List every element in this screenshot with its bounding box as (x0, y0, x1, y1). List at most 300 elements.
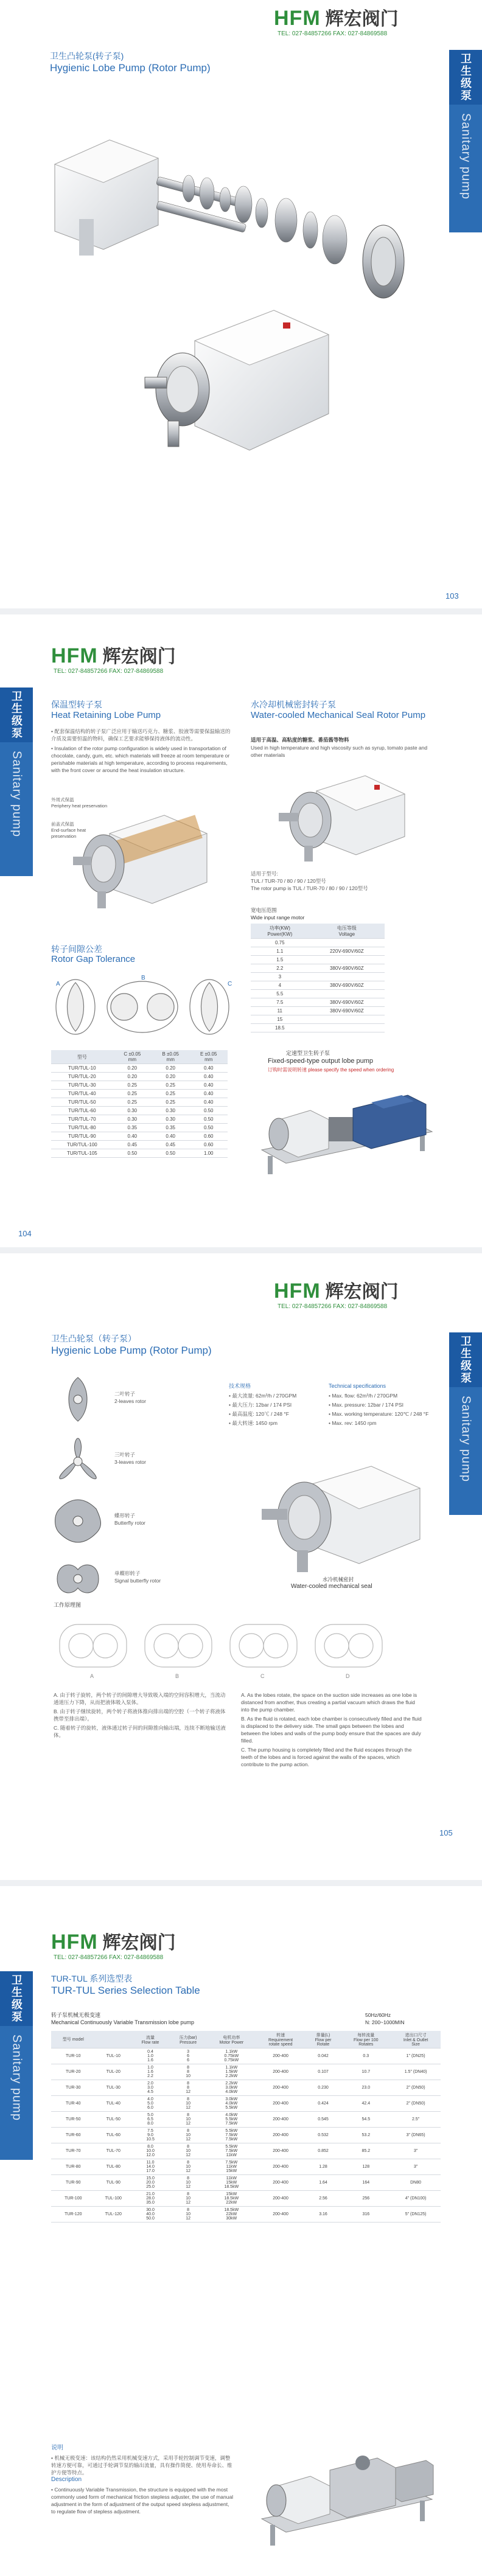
selection-table-row (51, 2191, 441, 2207)
gap-table-cell: 1.00 (189, 1149, 228, 1158)
selection-title-en: TUR-TUL Series Selection Table (51, 1985, 200, 1996)
selection-table-cell: 0.545 (306, 2112, 341, 2128)
catalog-page-103 (0, 0, 482, 608)
front-cover-label: 前盖式保温 End-surface heat preservation (51, 821, 86, 839)
spec-title-en: Technical specifications (329, 1383, 386, 1389)
water-cooled-title-cn: 水冷却机械密封转子泵 (251, 700, 336, 709)
selection-table-cell: 1.5" (DN40) (391, 2064, 441, 2080)
volt-table-row (251, 1024, 385, 1032)
rotor-3-leaves-image (54, 1436, 102, 1485)
gap-table-row (51, 1098, 228, 1107)
gap-table-cell: 0.20 (152, 1064, 190, 1073)
gap-table-cell: TUR/TUL-40 (51, 1090, 113, 1098)
selection-table-cell: 4" (DN100) (391, 2191, 441, 2207)
gap-table-header-cell: B ±0.05 mm (152, 1050, 190, 1064)
gap-table-row (51, 1064, 228, 1073)
selection-table-cell: 1.1kW 1.5kW 2.2kW (207, 2064, 256, 2080)
gap-table-header-cell: 型号 (51, 1050, 113, 1064)
gap-table-cell: 0.30 (152, 1115, 190, 1124)
heat-retaining-pump-image (55, 791, 231, 913)
gap-table-cell: 0.35 (152, 1124, 190, 1132)
selection-table-header-cell: 转速 Requirement rotate speed (256, 2031, 306, 2049)
selection-table-cell: 5.5kW 7.5kW 7.5kW (207, 2128, 256, 2143)
gap-table-cell: 0.50 (113, 1149, 152, 1158)
voltage-title-en: Wide input range motor (251, 914, 305, 921)
catalog-page-105 (0, 1253, 482, 1880)
volt-table-cell: 7.5 (251, 998, 309, 1007)
gap-letter-c: C (228, 981, 232, 987)
volt-table-cell (309, 1015, 385, 1024)
principle-step-en: B. As the fluid is rotated, each lobe chamber is consecutively filled and the fluid is displaced to the delivery side. The small gaps between the lobes and between the lobes and walls of the pump body ensure that the spaces are duly filled. (241, 1716, 422, 1744)
gap-table-cell: 0.50 (189, 1115, 228, 1124)
selection-table-cell: TUR-100 (51, 2191, 96, 2207)
selection-table-cell: 316 (341, 2207, 391, 2223)
selection-table-cell: 30.0 40.0 50.0 (131, 2207, 169, 2223)
volt-table-cell (309, 1024, 385, 1032)
selection-table-cell: 7.5 9.0 10.5 (131, 2128, 169, 2143)
catalog-page-104 (0, 614, 482, 1247)
volt-table-row (251, 947, 385, 956)
selection-table-cell: 1.64 (306, 2175, 341, 2191)
volt-table-row (251, 973, 385, 981)
apply-models-cn-2: TUL / TUR-70 / 80 / 90 / 120型号 (251, 878, 326, 884)
rotor-3-leaves-label-cn: 三叶转子 (114, 1452, 136, 1458)
selection-table-cell: TUR-50 (51, 2112, 96, 2128)
selection-table-cell: 54.5 (341, 2112, 391, 2128)
selection-table-header-cell: 流量 Flow rate (131, 2031, 169, 2049)
selection-table-header-cell: 电机功率 Motor Power (207, 2031, 256, 2049)
water-cooled-seal-caption-cn: 水冷机械密封 (323, 1576, 354, 1582)
selection-table-cell: TUR-80 (51, 2159, 96, 2175)
volt-table-row (251, 939, 385, 947)
volt-table-cell (309, 956, 385, 964)
gap-table-row (51, 1124, 228, 1132)
catalog-page-selection (0, 1886, 482, 2576)
selection-table-cell: 2.56 (306, 2191, 341, 2207)
selection-table-cell: 3 6 6 (169, 2049, 207, 2064)
rotor-butterfly-label-en: Butterfly rotor (114, 1520, 146, 1526)
selection-table-cell: 0.042 (306, 2049, 341, 2064)
page-separator (0, 608, 482, 614)
selection-table-cell: 2" (DN50) (391, 2080, 441, 2096)
selection-table-cell: 200-400 (256, 2175, 306, 2191)
spec-item-en: • Max. flow: 62m³/h / 270GPM (329, 1393, 398, 1399)
selection-table-row (51, 2064, 441, 2080)
rotor-3-leaves-label-en: 3-leaves rotor (114, 1459, 146, 1465)
selection-table-cell: 0.424 (306, 2096, 341, 2112)
page-number: 104 (18, 1229, 32, 1238)
selection-table-cell: TUL-30 (96, 2080, 131, 2096)
principle-label-a: A (90, 1673, 94, 1679)
selection-table-cell: 1.1kW 0.75kW 0.75kW (207, 2049, 256, 2064)
selection-table-header-cell: 型号 model (51, 2031, 96, 2049)
volt-table-row (251, 1007, 385, 1015)
principle-text-en (241, 1691, 424, 1770)
rotor-signal-butterfly-label-en: Signal butterfly rotor (114, 1578, 161, 1584)
selection-table-cell: 23.0 (341, 2080, 391, 2096)
volt-table-cell: 2.2 (251, 964, 309, 973)
volt-table-row (251, 990, 385, 998)
fixed-speed-caption-en: Fixed-speed-type output lobe pump (268, 1057, 374, 1065)
gap-table-cell: 0.40 (189, 1064, 228, 1073)
gap-table-cell: 0.40 (189, 1081, 228, 1090)
gap-table-cell: 0.35 (113, 1124, 152, 1132)
selection-table-cell: TUR-10 (51, 2049, 96, 2064)
selection-table-cell: 18.5kW 22kW 30kW (207, 2207, 256, 2223)
gap-table-row (51, 1132, 228, 1141)
rotor-signal-butterfly-image (54, 1558, 102, 1600)
brand-logo: HFM 辉宏阀门 (274, 1279, 399, 1303)
selection-table-cell: 3.0kW 4.0kW 5.5kW (207, 2096, 256, 2112)
page-title-en: Hygienic Lobe Pump (Rotor Pump) (50, 62, 211, 74)
selection-table-cell: 1.0 1.6 2.2 (131, 2064, 169, 2080)
contact-line: TEL: 027-84857266 FAX: 027-84869588 (278, 1303, 388, 1310)
gap-table-cell: 0.45 (152, 1141, 190, 1149)
contact-line: TEL: 027-84857266 FAX: 027-84869588 (54, 668, 164, 675)
spec-item-en: • Max. pressure: 12bar / 174 PSI (329, 1402, 403, 1408)
spec-item-cn: • 最大转速: 1450 rpm (229, 1420, 278, 1426)
page-title-cn: 卫生凸轮泵(转子泵) (50, 51, 124, 61)
rotor-2-leaves-image (54, 1375, 102, 1424)
gap-letter-b: B (141, 975, 145, 981)
volt-table-cell: 3 (251, 973, 309, 981)
fixed-speed-caption-cn: 定速型卫生转子泵 (286, 1050, 330, 1056)
selection-table-cell: TUR-120 (51, 2207, 96, 2223)
gap-table-cell: 0.20 (113, 1073, 152, 1081)
selection-table-cell: TUL-70 (96, 2143, 131, 2159)
side-tab: 卫生级泵 Sanitary pump (0, 688, 33, 876)
volt-table-cell: 5.5 (251, 990, 309, 998)
volt-table-header-cell: 功率(KW) Power(KW) (251, 924, 309, 939)
gap-table-cell: 0.25 (152, 1081, 190, 1090)
gap-table-cell: TUR/TUL-20 (51, 1073, 113, 1081)
volt-table-cell: 11 (251, 1007, 309, 1015)
gap-table-cell: 0.50 (189, 1124, 228, 1132)
volt-table-cell (309, 973, 385, 981)
gap-letter-a: A (56, 981, 60, 987)
principle-step-cn: C. 随着转子的旋转，液体通过转子间的间隙推向输出端，连续不断地输送液体。 (54, 1725, 226, 1738)
side-tab: 卫生级泵 Sanitary pump (449, 1332, 482, 1515)
desc-cn: • 机械无极变速：该结构仍然采用机械变速方式，采用手轮控制调节变速，调整转速方便可靠，可通过手轮调节泵的输出流量，具有操作简便、使用寿命长、维护方便等特点。 (51, 2455, 232, 2476)
selection-table-cell: 8 10 12 (169, 2143, 207, 2159)
selection-table-header-cell: 压力(bar) Pressure (169, 2031, 207, 2049)
selection-table-cell: 8 10 12 (169, 2175, 207, 2191)
selection-table-cell: TUR-30 (51, 2080, 96, 2096)
gap-table-row (51, 1081, 228, 1090)
gap-table-cell: 0.40 (189, 1073, 228, 1081)
rotor-gap-diagram (51, 973, 234, 1040)
spec-title-cn: 技术规格 (229, 1383, 251, 1389)
desc-en: • Continuously Variable Transmission, the structure is equipped with the most commonly used form of mechanical friction stepless adjuster, the use of manual adjustment in the form of adjustment of the output speed stepless adjustment, to regulate flow of stepless adjustment. (51, 2487, 234, 2515)
selection-table-cell: 1.28 (306, 2159, 341, 2175)
selection-table-cell: TUL-90 (96, 2175, 131, 2191)
gap-table-cell: 0.25 (113, 1090, 152, 1098)
selection-table-cell: TUL-120 (96, 2207, 131, 2223)
volt-table-cell: 18.5 (251, 1024, 309, 1032)
rotor-gap-table (51, 1050, 228, 1158)
principle-step-en: C. The pump housing is completely filled and the fluid escapes through the teeth of the lobes and is forced against the walls of the spaces, which contribute to the pump action. (241, 1747, 412, 1767)
spec-list-en (329, 1392, 432, 1429)
water-cooled-desc-en: Used in high temperature and high viscosity such as syrup, tomato paste and other materials (251, 745, 428, 758)
selection-table-cell: 4.0 5.0 6.0 (131, 2096, 169, 2112)
selection-table-cell: 42.4 (341, 2096, 391, 2112)
selection-table-cell: 4.0kW 5.5kW 7.5kW (207, 2112, 256, 2128)
selection-table-cell: 200-400 (256, 2159, 306, 2175)
water-cooled-pump-image (262, 761, 420, 864)
water-cooled-seal-caption-en: Water-cooled mechanical seal (291, 1583, 372, 1590)
volt-table-cell: 1.5 (251, 956, 309, 964)
selection-table-row (51, 2112, 441, 2128)
gap-table-cell: 0.20 (113, 1064, 152, 1073)
gap-table-cell: TUR/TUL-90 (51, 1132, 113, 1141)
selection-table-row (51, 2159, 441, 2175)
table-note: 50Hz/60Hz N: 200~1000MIN (365, 2012, 405, 2025)
selection-table-cell: 8.0 10.0 12.0 (131, 2143, 169, 2159)
selection-table-cell: 7.5kW 11kW 15kW (207, 2159, 256, 2175)
brand-logo: HFM 辉宏阀门 (51, 1930, 176, 1954)
selection-table-cell: TUR-60 (51, 2128, 96, 2143)
rotor-signal-butterfly-label-cn: 单蝶形转子 (114, 1570, 141, 1576)
selection-table-cell: TUL-20 (96, 2064, 131, 2080)
selection-table-cell: TUR-90 (51, 2175, 96, 2191)
selection-table-cell: 2.0 3.0 4.5 (131, 2080, 169, 2096)
rotor-gap-title-en: Rotor Gap Tolerance (51, 954, 136, 964)
volt-table-cell: 4 (251, 981, 309, 990)
rotor-butterfly-label-cn: 蝶形转子 (114, 1513, 136, 1519)
selection-table-cell: 53.2 (341, 2128, 391, 2143)
gap-table-cell: 0.25 (113, 1081, 152, 1090)
contact-line: TEL: 027-84857266 FAX: 027-84869588 (278, 30, 388, 37)
selection-table-cell: 0.4 1.0 1.6 (131, 2049, 169, 2064)
gap-table-cell: 0.40 (189, 1090, 228, 1098)
page-title-en: Hygienic Lobe Pump (Rotor Pump) (51, 1345, 212, 1356)
apply-models-cn: 适用于型号: (251, 871, 278, 877)
selection-table-cell: 200-400 (256, 2143, 306, 2159)
periphery-label: 外周式保温 Periphery heat preservation (51, 797, 108, 809)
contact-line: TEL: 027-84857266 FAX: 027-84869588 (54, 1954, 164, 1961)
selection-table-cell: 8 10 12 (169, 2159, 207, 2175)
selection-table-cell: 21.0 28.0 35.0 (131, 2191, 169, 2207)
rotor-butterfly-image (54, 1497, 102, 1545)
selection-table-row (51, 2175, 441, 2191)
heat-retaining-title-cn: 保温型转子泵 (51, 700, 102, 709)
selection-table-header-cell (96, 2031, 131, 2049)
selection-table-cell: 8 10 12 (169, 2128, 207, 2143)
gap-table-cell: 0.40 (113, 1132, 152, 1141)
selection-table-cell: 3" (391, 2159, 441, 2175)
page-number: 103 (445, 591, 459, 600)
selection-table-cell: 0.532 (306, 2128, 341, 2143)
selection-table-cell: 3.16 (306, 2207, 341, 2223)
volt-table-row (251, 998, 385, 1007)
gap-table-cell: TUR/TUL-100 (51, 1141, 113, 1149)
exploded-pump-image (43, 122, 432, 475)
heat-retaining-desc-en: • Insulation of the rotor pump configuration is widely used in transportation of chocolate, candy, gum, etc. which materials will freeze at room temperature or perishable materials at high temperature, according to process requirements, with the front cover or around the heat insulation structure. (51, 745, 230, 773)
gap-table-cell: 0.50 (189, 1107, 228, 1115)
selection-table-cell: 8 8 10 (169, 2064, 207, 2080)
brand-logo: HFM 辉宏阀门 (51, 644, 176, 667)
principle-step-en: A. As the lobes rotate, the space on the suction side increases as one lobe is distanced from another, thus creating a partial vacuum which draws the fluid into the pump chamber. (241, 1692, 417, 1713)
gap-table-cell: TUR/TUL-70 (51, 1115, 113, 1124)
page-separator (0, 1880, 482, 1886)
fixed-speed-caption-note: 订购时需说明转速 please specify the speed when ordering (268, 1067, 394, 1073)
selection-table-header-cell: 进出口尺寸 Inlet & Outlet Size (391, 2031, 441, 2049)
selection-table-cell: 5" (DN125) (391, 2207, 441, 2223)
desc-title-en: Description (51, 2476, 82, 2483)
gap-table-cell: 0.45 (113, 1141, 152, 1149)
selection-table-cell: 200-400 (256, 2128, 306, 2143)
volt-table-cell (309, 939, 385, 947)
selection-table-cell: TUR-20 (51, 2064, 96, 2080)
selection-table-cell: 200-400 (256, 2049, 306, 2064)
selection-table-cell: TUL-10 (96, 2049, 131, 2064)
volt-table-cell: 380V-690V/60Z (309, 981, 385, 990)
selection-table-row (51, 2049, 441, 2064)
gap-table-cell: 0.30 (152, 1107, 190, 1115)
gap-table-cell: 0.60 (189, 1141, 228, 1149)
page-title-cn: 卫生凸轮泵（转子泵） (51, 1334, 136, 1343)
selection-table-cell: 200-400 (256, 2096, 306, 2112)
selection-table-cell: 3" (391, 2143, 441, 2159)
rotor-2-leaves-label-en: 2-leaves rotor (114, 1398, 146, 1404)
spec-item-en: • Max. rev: 1450 rpm (329, 1420, 377, 1426)
selection-table-cell: TUL-40 (96, 2096, 131, 2112)
selection-table-row (51, 2207, 441, 2223)
gap-table-row (51, 1115, 228, 1124)
selection-table-cell: 15kW 18.5kW 22kW (207, 2191, 256, 2207)
working-principle-diagram (54, 1612, 394, 1679)
side-tab: 卫生级泵 Sanitary pump (0, 1971, 33, 2160)
volt-table-cell: 380V-690V/60Z (309, 964, 385, 973)
gap-table-cell: TUR/TUL-80 (51, 1124, 113, 1132)
water-cooled-seal-pump-image (243, 1448, 438, 1576)
volt-table-cell: 380V-690V/60Z (309, 998, 385, 1007)
side-tab: 卫生级泵 Sanitary pump (449, 50, 482, 232)
volt-table-cell: 220V-690V/60Z (309, 947, 385, 956)
selection-table-cell: TUL-50 (96, 2112, 131, 2128)
selection-table-cell: 8 10 12 (169, 2096, 207, 2112)
selection-table-cell: 0.852 (306, 2143, 341, 2159)
gap-table-cell: 0.40 (189, 1098, 228, 1107)
gap-table-cell: TUR/TUL-105 (51, 1149, 113, 1158)
selection-table-cell: 256 (341, 2191, 391, 2207)
selection-table-cell: 5.5kW 7.5kW 11kW (207, 2143, 256, 2159)
voltage-table (251, 924, 385, 1032)
selection-table-cell: 8 8 12 (169, 2080, 207, 2096)
desc-title-cn: 说明 (51, 2445, 63, 2451)
selection-table-cell: 0.3 (341, 2049, 391, 2064)
selection-table-cell: 200-400 (256, 2207, 306, 2223)
selection-table (51, 2031, 441, 2223)
selection-table-cell: 10.7 (341, 2064, 391, 2080)
selection-table-row (51, 2096, 441, 2112)
selection-table-row (51, 2128, 441, 2143)
selection-table-cell: 8 10 12 (169, 2207, 207, 2223)
selection-table-cell: 8 10 12 (169, 2112, 207, 2128)
gap-table-cell: TUR/TUL-10 (51, 1064, 113, 1073)
volt-table-row (251, 981, 385, 990)
gap-table-header-cell: C ±0.05 mm (113, 1050, 152, 1064)
gap-table-cell: 0.25 (152, 1090, 190, 1098)
gap-table-cell: 0.40 (152, 1132, 190, 1141)
gap-table-row (51, 1141, 228, 1149)
gap-table-cell: TUR/TUL-50 (51, 1098, 113, 1107)
selection-table-cell: TUL-60 (96, 2128, 131, 2143)
spec-item-en: • Max. working temperature: 120℃ / 248 °F (329, 1411, 429, 1417)
principle-step-cn: A. 由于转子旋转，两个转子的间隙增大导致吸入端的空间容积增大，当流动通道压力下降，从而把液体吸入泵体。 (54, 1692, 226, 1705)
spec-item-cn: • 最大流量: 62m³/h / 270GPM (229, 1393, 297, 1399)
rotor-gap-title-cn: 转子间隙公差 (51, 944, 102, 954)
selection-table-header-cell: 排量(L) Flow per Rotate (306, 2031, 341, 2049)
apply-models-en: The rotor pump is TUL / TUR-70 / 80 / 90 / 120型号 (251, 885, 368, 891)
gap-table-row (51, 1073, 228, 1081)
table-title-en: Mechanical Continuously Variable Transmission lobe pump (51, 2019, 194, 2025)
selection-table-cell: 1" (DN25) (391, 2049, 441, 2064)
water-cooled-title-en: Water-cooled Mechanical Seal Rotor Pump (251, 710, 426, 720)
table-title-cn: 转子泵机械无极变速 (51, 2012, 101, 2018)
selection-table-cell: 200-400 (256, 2191, 306, 2207)
selection-table-cell: DN80 (391, 2175, 441, 2191)
volt-table-cell (309, 990, 385, 998)
voltage-title-cn: 宽电压范围 (251, 907, 277, 913)
gap-table-cell: 0.50 (152, 1149, 190, 1158)
spec-list-cn (229, 1392, 320, 1429)
selection-table-cell: 128 (341, 2159, 391, 2175)
selection-table-cell: TUR-40 (51, 2096, 96, 2112)
gap-table-cell: 0.30 (113, 1107, 152, 1115)
gap-table-cell: 0.25 (113, 1098, 152, 1107)
volt-table-row (251, 1015, 385, 1024)
selection-table-cell: 0.230 (306, 2080, 341, 2096)
gap-table-cell: 0.60 (189, 1132, 228, 1141)
heat-retaining-title-en: Heat Retaining Lobe Pump (51, 710, 161, 720)
gap-table-row (51, 1149, 228, 1158)
selection-table-row (51, 2143, 441, 2159)
selection-table-cell: 200-400 (256, 2112, 306, 2128)
selection-title-cn: TUR-TUL 系列选型表 (51, 1974, 133, 1983)
principle-text-cn (54, 1691, 230, 1741)
selection-table-cell: 85.2 (341, 2143, 391, 2159)
selection-table-cell: 200-400 (256, 2064, 306, 2080)
spec-item-cn: • 最大压力: 12bar / 174 PSI (229, 1402, 292, 1408)
principle-label-c: C (260, 1673, 265, 1679)
page-separator (0, 1247, 482, 1253)
brand-logo: HFM 辉宏阀门 (274, 7, 399, 30)
selection-table-cell: 11.0 14.0 17.0 (131, 2159, 169, 2175)
heat-retaining-desc-cn: • 配套保温结构的转子泵广泛应用于输送巧克力、糖浆、胶液等需要保温输送的介质及需要恒温的物料，确保工艺要求能够保持液体的流动性。 (51, 728, 231, 742)
selection-table-cell: 2" (DN50) (391, 2096, 441, 2112)
gap-table-row (51, 1090, 228, 1098)
volt-table-row (251, 964, 385, 973)
principle-step-cn: B. 由于转子继续旋转，两个转子将液体推向排出端的空腔（一个转子将液体携带至排出端）。 (54, 1708, 226, 1722)
gap-table-row (51, 1107, 228, 1115)
gap-table-cell: 0.20 (152, 1073, 190, 1081)
selection-table-row (51, 2080, 441, 2096)
spec-item-cn: • 最高温度: 120℃ / 248 °F (229, 1411, 289, 1417)
selection-table-cell: TUR-70 (51, 2143, 96, 2159)
principle-label-d: D (346, 1673, 350, 1679)
gap-table-cell: 0.25 (152, 1098, 190, 1107)
selection-table-cell: 5.0 6.5 8.0 (131, 2112, 169, 2128)
gap-table-header-cell: E ±0.05 mm (189, 1050, 228, 1064)
selection-table-cell: 2.2kW 3.0kW 4.0kW (207, 2080, 256, 2096)
page-number: 105 (439, 1828, 453, 1837)
volt-table-header-cell: 电压等级 Voltage (309, 924, 385, 939)
rotor-2-leaves-label-cn: 二叶转子 (114, 1391, 136, 1397)
selection-table-cell: 15.0 20.0 25.0 (131, 2175, 169, 2191)
principle-label-b: B (175, 1673, 180, 1679)
selection-table-cell: 0.107 (306, 2064, 341, 2080)
